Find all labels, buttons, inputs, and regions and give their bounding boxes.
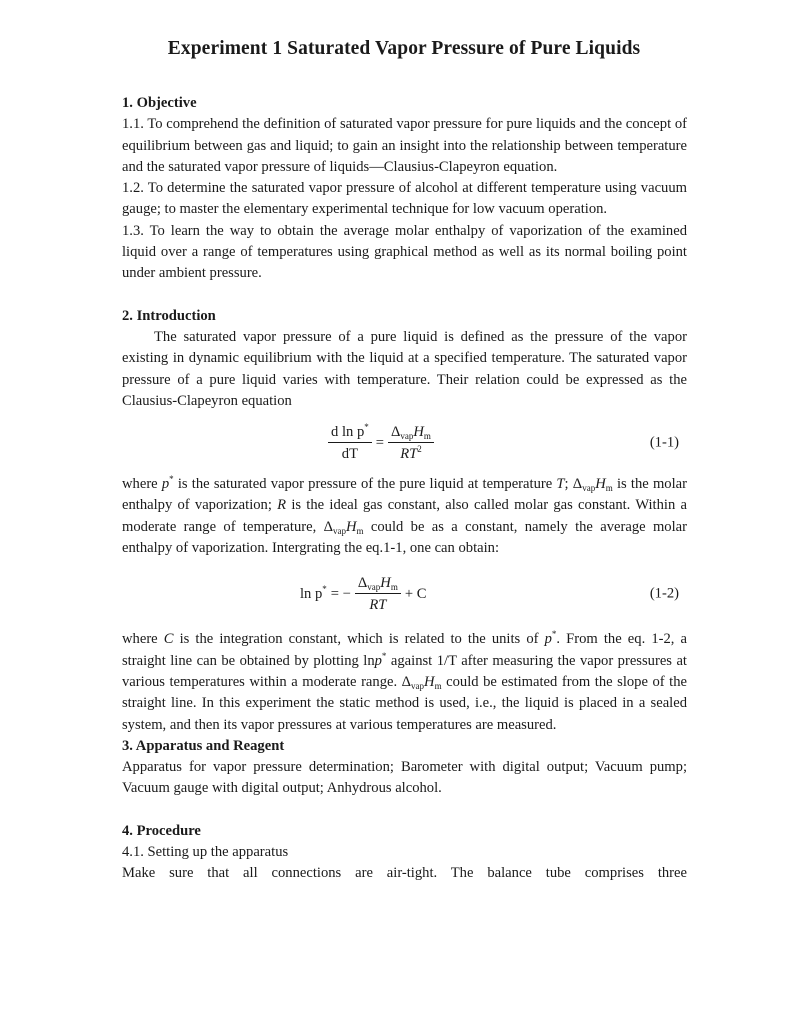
section-heading-apparatus: 3. Apparatus and Reagent	[122, 737, 285, 754]
procedure-subheading: 4.1. Setting up the apparatus	[122, 844, 289, 861]
objective-paragraph-1: 1.1. To comprehend the definition of saturated vapor pressure for pure liquids and the concept of equilibrium between gas and liquid; to gain an insight into the relationship between temperature and the saturated vapor pressure of liquids—Clausius-Clapeyron equation.	[122, 116, 687, 175]
section-heading-procedure: 4. Procedure	[122, 822, 201, 839]
section-heading-objective: 1. Objective	[122, 95, 197, 111]
where-paragraph-1: where p* is the saturated vapor pressure of the pure liquid at temperature T; $\Delta_{vap}H_m$ is the molar enthalpy of vaporization; R is the ideal gas constant, also called molar gas constant. Within a moderate range of temperature, $\Delta_{vap}H_m$ could be as a constant, namely the average molar enthalpy of vaporization. Intergrating the eq.1-1, one can obtain:	[122, 474, 688, 557]
apparatus-paragraph: Apparatus for vapor pressure determination; Barometer with digital output; Vacuum pump; Vacuum gauge with digital output; Anhydrous alcohol.	[122, 759, 687, 797]
objective-paragraph-2: 1.2. To determine the saturated vapor pressure of alcohol at different temperature using vacuum gauge; to master the elementary experimental technique for low vacuum operation.	[122, 180, 687, 218]
equation-number-1-1: (1-1)	[649, 434, 679, 451]
objective-paragraph-3: 1.3. To learn the way to obtain the average molar enthalpy of vaporization of the examined liquid over a range of temperatures using graphical method as well as its normal boiling point under ambient pressure.	[122, 222, 687, 282]
section-heading-introduction: 2. Introduction	[122, 307, 216, 324]
eq1-equals-sign: =	[375, 434, 384, 451]
procedure-paragraph: Make sure that all connections are air-tight. The balance tube comprises three	[122, 865, 687, 882]
eq2-equals-sign: = −	[330, 585, 351, 602]
eq2-fraction: $\frac{\Delta_{vap}H_m}{RT}$	[355, 574, 401, 614]
introduction-paragraph: The saturated vapor pressure of a pure liquid is defined as the pressure of the vapor existing in dynamic equilibrium with the liquid at a specified temperature. The saturated vapor pressure of a pure liquid varies with temperature. Their relation could be expressed as the Clausius-Clapeyron equation	[122, 328, 687, 409]
eq1-numerator: d ln p	[331, 424, 365, 441]
where-paragraph-2: where C is the integration constant, which is related to the units of p*. From the eq. 1-2, a straight line can be obtained by plotting lnp* against 1/T after measuring the vapor pressures at various temperatures within a moderate range. $\Delta_{vap}H_m$ could be estimated from the slope of the straight line. In this experiment the static method is used, i.e., the liquid is placed in a sealed system, and then its vapor pressures at various temperatures are measured.	[122, 629, 687, 733]
equation-1-2	[122, 559, 687, 629]
equation-lhs-fraction: $\frac{d \ln p^*}{dT}$	[328, 423, 372, 463]
eq2-lhs: ln p*	[300, 583, 327, 602]
eq1-denominator: dT	[341, 446, 358, 463]
equation-number-1-2: (1-2)	[649, 585, 679, 602]
equation-rhs-fraction: $\frac{\Delta_{vap}H_m}{RT^2}$	[388, 423, 434, 463]
equation-1-1	[122, 412, 687, 474]
document-body	[122, 93, 687, 885]
document-title: Experiment 1 Saturated Vapor Pressure of Pure Liquids	[167, 38, 641, 59]
eq2-constant: + C	[404, 585, 427, 602]
